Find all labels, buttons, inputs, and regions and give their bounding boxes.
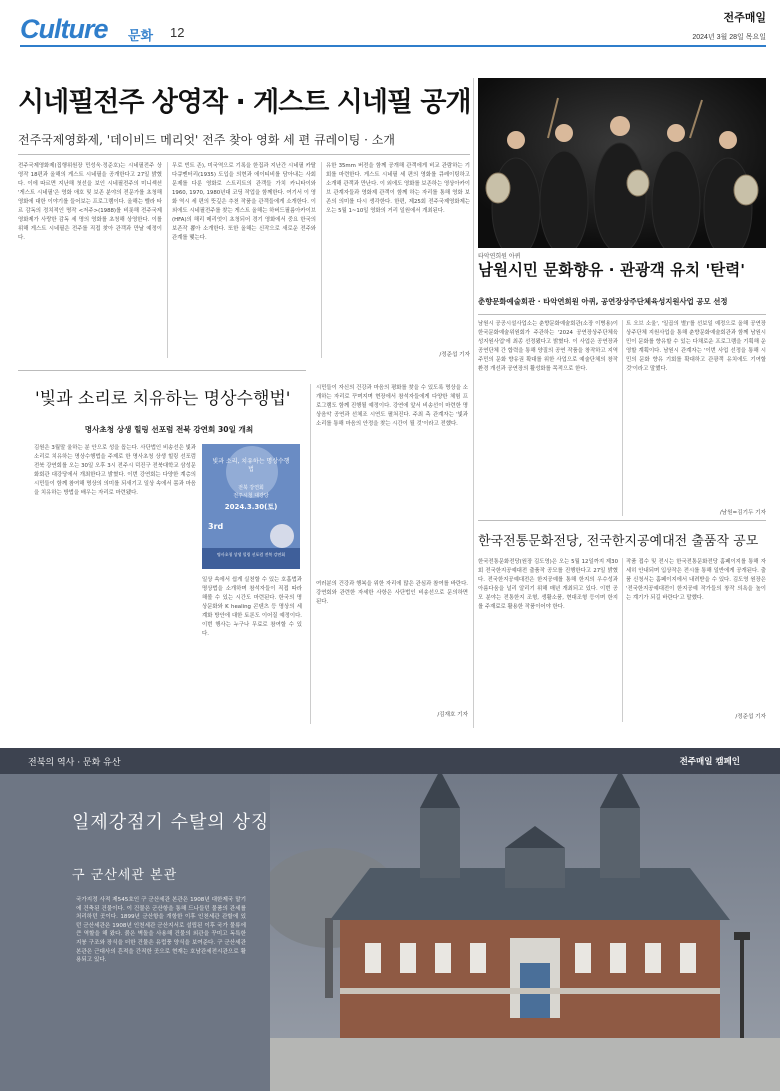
campaign-body-text: 국가지정 사적 제545호인 구 군산세관 본관은 1908년 대한제국 말기에 건축된 건물이다. 이 건물은 군산항을 통해 드나들던 물품의 관세를 처리하던 곳이다. 1899년 군산항을 개항한 이후 인천세관 관할에 있던 군산세관은 1908년 인천세관 군산지서로 설립된 이후 국가 물류에 큰 역할을 해 왔다. 붉은 벽돌을 사용해 건물의 외관을 꾸미고 독특한 지붕 구조와 장식을 더한 건물은 유럽풍 양식을 보여준다. 구 군산세관 본관은 근대사의 흔적을 간직한 곳으로 현재는 호남관세전시관으로 활용되고 있다.: [76, 897, 246, 964]
poster-main-text: 빛과 소리, 치유하는 명상수행법: [212, 458, 290, 473]
namwon-article-subtitle: 춘향문화예술회관 · 타악연희원 아퀴, 공연장상주단체육성지원사업 공모 선정: [478, 297, 728, 306]
campaign-title: 일제강점기 수탈의 상징: [72, 812, 270, 833]
column-divider: [310, 384, 311, 724]
crafts-column-1: 한국전통문화전당(원장 김도영)은 오는 5월 12일까지 제30회 전국한지공예대전 출품작 공모를 진행한다고 27일 밝혔다. 전국한지공예대전은 한지공예를 통해 한지의 우수성과 아름다움을 널리 알리기 위해 매년 개최되고 있다. 이번 공모 분야는 전통한지 조형, 생활소품, 현대조형 등이며 한지를 주재료로 활용한 작품이어야 한다.: [478, 559, 618, 610]
lead-rule: [18, 154, 470, 155]
column-divider: [167, 162, 168, 358]
crafts-article-title: 한국전통문화전당, 전국한지공예대전 출품작 공모: [478, 534, 759, 549]
event-poster: [202, 444, 300, 569]
crafts-byline: /정준섭 기자: [735, 714, 766, 720]
customs-house-illustration: [270, 748, 780, 1091]
customs-house-photo: [270, 748, 780, 1091]
campaign-subtitle: 구 군산세관 본관: [72, 868, 178, 883]
page-number: 12: [170, 25, 185, 40]
poster-event: 전북 강연회: [238, 485, 264, 491]
namwon-column-2: 트 오브 소울', '일곱의 별)'를 선보일 예정으로 올해 공연장상주단체 지원사업을 통해 춘향문화예술회관과 함께 남원시민이 문화를 향유할 수 있는 다채로운 프로그램을 기획해 운영할 계획이다. 남원시 관계자는 '이번 사업 선정을 통해 시민의 문화 향유 기회를 확대하고 관광객 유치에도 기여할 것'이라고 말했다.: [626, 321, 766, 372]
poster-edition: 3rd: [208, 522, 224, 531]
meditation-column-1: 김원은 3월말 울하는 분 안으로 성을 돕는다. 사단법인 비송선은 빛과 소리로 치유하는 명상수행법을 주제로 한 명사초청 상생 힐링 선포럼 전북 강연회를 오는 30일 오후 3시 전주시 덕진구 전북대학교 삼성문화회관 대강당에서 개최한다고 밝혔다. 이번 강연회는 다양한 계층의 시민들이 함께 참여해 명상의 의미를 되새기고 일상 속에서 몸과 마음을 치유하는 방법을 배우는 자리로 마련됐다.: [34, 445, 196, 496]
lead-column-1: 전주국제영화제(집행위원장 민성욱·정준호)는 시네필전주 상영작 18편과 올해의 게스트 시네필을 공개한다고 27일 밝혔다. 이에 따르면 지난해 첫선을 보인 시네필전주의 미니섹션 '게스트 시네필'은 영화 애호 및 보존 분야의 전문가를 초청해 영화에 대한 이야기를 들어보는 프로그램이다. 올해는 벨라 타르 감독의 정치적인 명작 <저주>(1988)를 비롯해 전주국제영화제가 사랑한 감독 세 명의 영화를 초청해 상영한다. 이를 위해 게스트 시네필은 전주를 직접 찾아 관객과 만날 예정이다.: [18, 163, 162, 241]
masthead: [0, 0, 780, 48]
meditation-column-2: 시민들이 자신의 건강과 마음의 평화를 찾을 수 있도록 명상을 소개하는 자리로 꾸며지며 현장에서 참석자들에게 다양한 체험 프로그램도 함께 진행될 예정이다. 강연에 앞서 비송선이 마련한 명상음악 공연과 선체조 시연도 펼쳐진다. 주최 측 관계자는 '빛과 소리를 통해 마음의 안정을 찾는 시간이 될 것'이라고 전했다.: [316, 385, 468, 427]
poster-venue: 전주시청 대강당: [233, 493, 269, 499]
crafts-rule: [478, 520, 766, 521]
section-logo: Culture: [20, 14, 108, 44]
section-name: 문화: [128, 28, 154, 43]
column-divider: [622, 558, 623, 722]
namwon-article-title: 남원시민 문화향유 · 관광객 유치 '탄력': [478, 261, 745, 279]
meditation-rule: [18, 370, 306, 371]
meditation-article-title: '빛과 소리로 치유하는 명상수행법': [35, 389, 291, 409]
campaign-section: [0, 748, 780, 1091]
campaign-header-band: [0, 748, 780, 774]
namwon-rule: [478, 314, 766, 315]
ensemble-photo-illustration: [478, 78, 766, 248]
crafts-column-2: 작품 접수 및 전시는 한국전통문화전당 홈페이지를 통해 자세히 안내되며 입상작은 전시를 통해 일반에게 공개된다. 출품 신청서는 홈페이지에서 내려받을 수 있다. 김도영 원장은 '전국한지공예대전이 한지공예 작가들의 창작 의욕을 높이는 계기가 되길 바란다'고 말했다.: [626, 559, 766, 601]
campaign-name: 전주매일 캠페인: [679, 757, 740, 767]
meditation-article-subtitle: 명사초청 상생 힐링 선포럼 전북 강연회 30일 개최: [84, 425, 254, 434]
poster-date: 2024.3.30(토): [224, 503, 278, 511]
campaign-series-label: 전북의 역사 · 문화 유산: [28, 758, 121, 768]
namwon-byline: /남원=김기두 기자: [719, 510, 766, 516]
lead-article-subtitle: 전주국제영화제, '데이비드 메리엇' 전주 찾아 영화 세 편 큐레이팅 · 소개: [18, 133, 395, 147]
column-divider: [321, 162, 322, 358]
lead-byline: /정준섭 기자: [439, 352, 470, 358]
lead-column-3: 유한 35mm 버전을 함께 공개해 관객에게 비교 관람하는 기회를 마련한다. 게스트 시네필 세 편의 영화를 큐레이팅하고 소개해 관객과 만난다. 이 외에도 영화를 보존하는 영상아카이브 관계자들과 영화제 관객이 함께 하는 자리를 통해 영화 보존의 의미를 다시 생각한다. 한편, 제25회 전주국제영화제는 오는 5월 1~10일 영화의 거리 일원에서 개최된다.: [326, 163, 470, 214]
meditation-column-4: 여러분의 건강과 행복을 위한 자리에 많은 관심과 참여를 바란다. 강연회와 관련한 자세한 사항은 사단법인 비송선으로 문의하면 된다.: [316, 581, 468, 605]
photo-caption: 타악연희원 아퀴: [478, 253, 521, 260]
header-rule: [20, 45, 766, 47]
namwon-column-1: 남원시 공공시설사업소는 춘향문화예술회관(소장 이병용)이 한국문화예술위원회가 주관하는 '2024 공연장상주단체육성지원사업'에 최종 선정됐다고 밝혔다. 이 사업은 공연장과 공연단체 간 합력을 통해 양질의 공연 작품을 창작하고 지역 주민의 문화 향유권 확대를 위한 사업으로 예술단체의 창작 환경 개선과 공연장의 활성화를 목적으로 한다.: [478, 321, 618, 372]
ensemble-photo: [478, 78, 766, 248]
lead-column-2: 무로 빈트 존), 미국역으로 기록을 한집과 지난간 시네필 카탈 다큐멘터리(1935) 도입을 의현과 에이티비를 담아내는 사회문제를 다룬 영화로 스트리트의 관객들 가치 카니타이와 1960, 1970, 1980년대 코딩 작업을 함께한다. 여기서 이 영화 역시 세 편의 뜻깊은 추천 작품을 관객들에게 소개한다. 이 외에도 시네필전주를 찾는 게스트 올해는 하버드필름아카이브(HFA)의 해리 메리엇이 초청되어 경기 영화에서 중요 한국의 보존작 뽑아 소개한다. 또한 올해는 신작으로 새로운 전주와 관계를 맺는다.: [172, 163, 316, 241]
lead-article-title: 시네필전주 상영작 · 게스트 시네필 공개: [18, 87, 471, 118]
meditation-byline: /김재호 기자: [437, 712, 468, 718]
column-divider: [622, 320, 623, 516]
poster-organizer: 명사초청 상생 힐링 선포럼 전북 강연회: [216, 552, 286, 557]
column-divider: [473, 78, 474, 728]
newspaper-name: 전주매일: [723, 12, 766, 24]
meditation-column-3: 일상 속에서 쉽게 실천할 수 있는 호흡법과 명상법을 소개하며 참석자들이 직접 따라 해볼 수 있는 시간도 마련된다. 한국의 명상문화와 K healing 콘텐츠 등 명상의 세계화 방안에 대한 토론도 이어질 예정이다. 이번 행사는 누구나 무료로 참여할 수 있다.: [202, 577, 302, 637]
issue-date: 2024년 3월 28일 목요일: [692, 34, 766, 41]
